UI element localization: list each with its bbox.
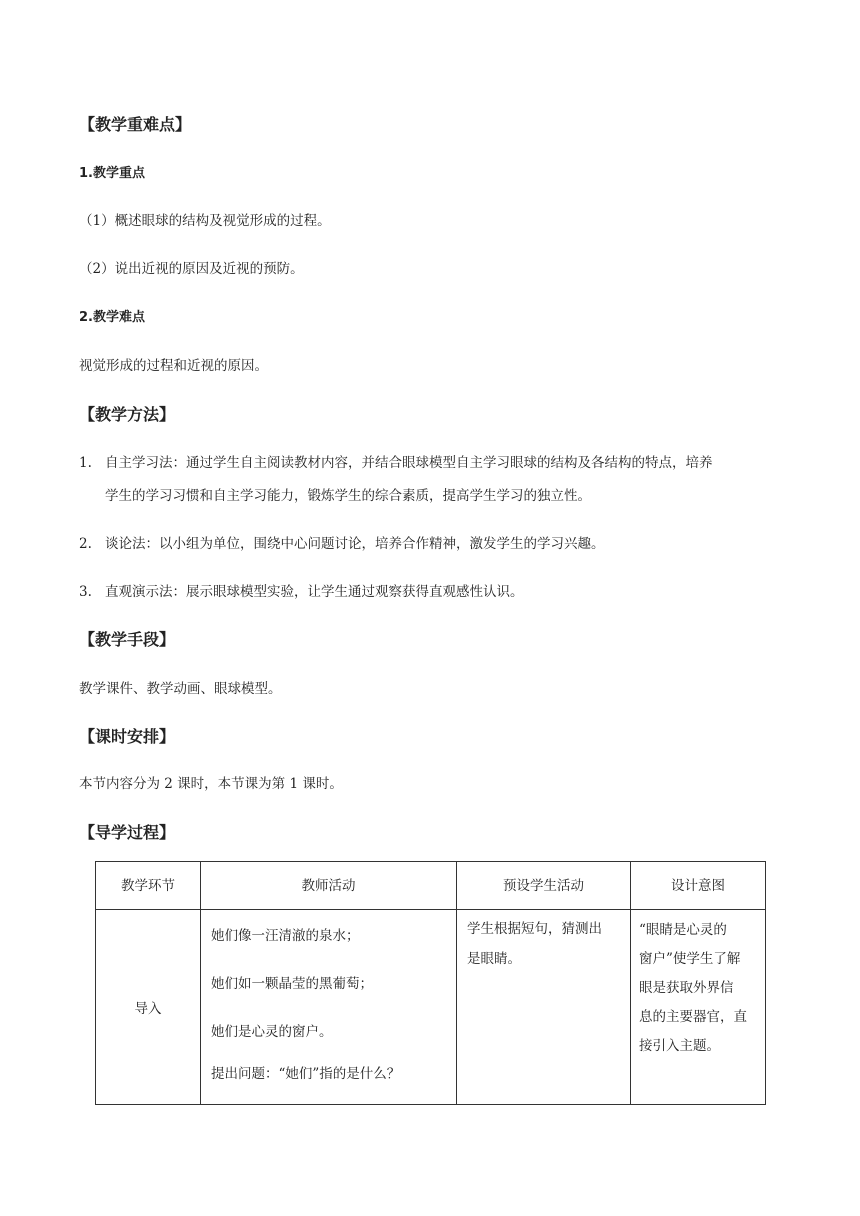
design-intent-line: 窗户”使学生了解 [639,951,741,967]
stage-cell: 导入 [96,910,201,1105]
method-text: 直观演示法：展示眼球模型实验，让学生通过观察获得直观感性认识。 [105,584,524,600]
design-intent-line: 息的主要器官，直 [639,1009,747,1025]
table-row [96,910,766,1105]
table-header-cell: 设计意图 [631,862,766,910]
section-title-schedule: 【课时安排】 [79,727,176,746]
design-intent-line: “眼睛是心灵的 [639,922,727,938]
section-title-difficulties: 【教学重难点】 [79,115,192,134]
key-point-item: （2）说出近视的原因及近视的预防。 [79,261,304,277]
student-activity-line: 学生根据短句，猜测出 [467,921,602,937]
means-text: 教学课件、教学动画、眼球模型。 [79,681,282,697]
method-number: 1. [79,455,92,471]
key-points-heading: 1.教学重点 [79,166,145,181]
design-intent-line: 接引入主题。 [639,1038,720,1054]
method-item [79,532,605,552]
section-title-process: 【导学过程】 [79,823,176,842]
method-item [79,580,524,600]
teacher-activity-cell [201,910,457,1105]
section-title-methods: 【教学方法】 [79,405,176,424]
design-intent-cell [631,910,766,1105]
method-text-continued: 学生的学习习惯和自主学习能力，锻炼学生的综合素质，提高学生学习的独立性。 [105,488,591,504]
student-activity-line: 是眼睛。 [467,951,521,967]
table-header-cell: 教学环节 [96,862,201,910]
teacher-activity-line: 她们是心灵的窗户。 [211,1024,333,1040]
teacher-activity-line: 提出问题：“她们”指的是什么？ [211,1066,401,1082]
table-header-row [96,862,766,910]
guide-process-table [95,861,766,1105]
method-number: 2. [79,536,92,552]
student-activity-cell [457,910,631,1105]
method-text: 自主学习法：通过学生自主阅读教材内容，并结合眼球模型自主学习眼球的结构及各结构的特点，培养 [105,455,713,471]
teacher-activity-line: 她们像一汪清澈的泉水； [211,928,360,944]
method-number: 3. [79,584,92,600]
table-header-cell: 预设学生活动 [457,862,631,910]
method-text: 谈论法：以小组为单位，围绕中心问题讨论，培养合作精神，激发学生的学习兴趣。 [105,536,605,552]
section-title-means: 【教学手段】 [79,630,176,649]
difficult-points-text: 视觉形成的过程和近视的原因。 [79,358,268,374]
schedule-text: 本节内容分为 2 课时，本节课为第 1 课时。 [79,776,343,792]
method-item [79,451,713,471]
difficult-points-heading: 2.教学难点 [79,310,145,325]
teacher-activity-line: 她们如一颗晶莹的黑葡萄； [211,976,373,992]
key-point-item: （1）概述眼球的结构及视觉形成的过程。 [79,213,331,229]
design-intent-line: 眼是获取外界信 [639,980,734,996]
table-header-cell: 教师活动 [201,862,457,910]
